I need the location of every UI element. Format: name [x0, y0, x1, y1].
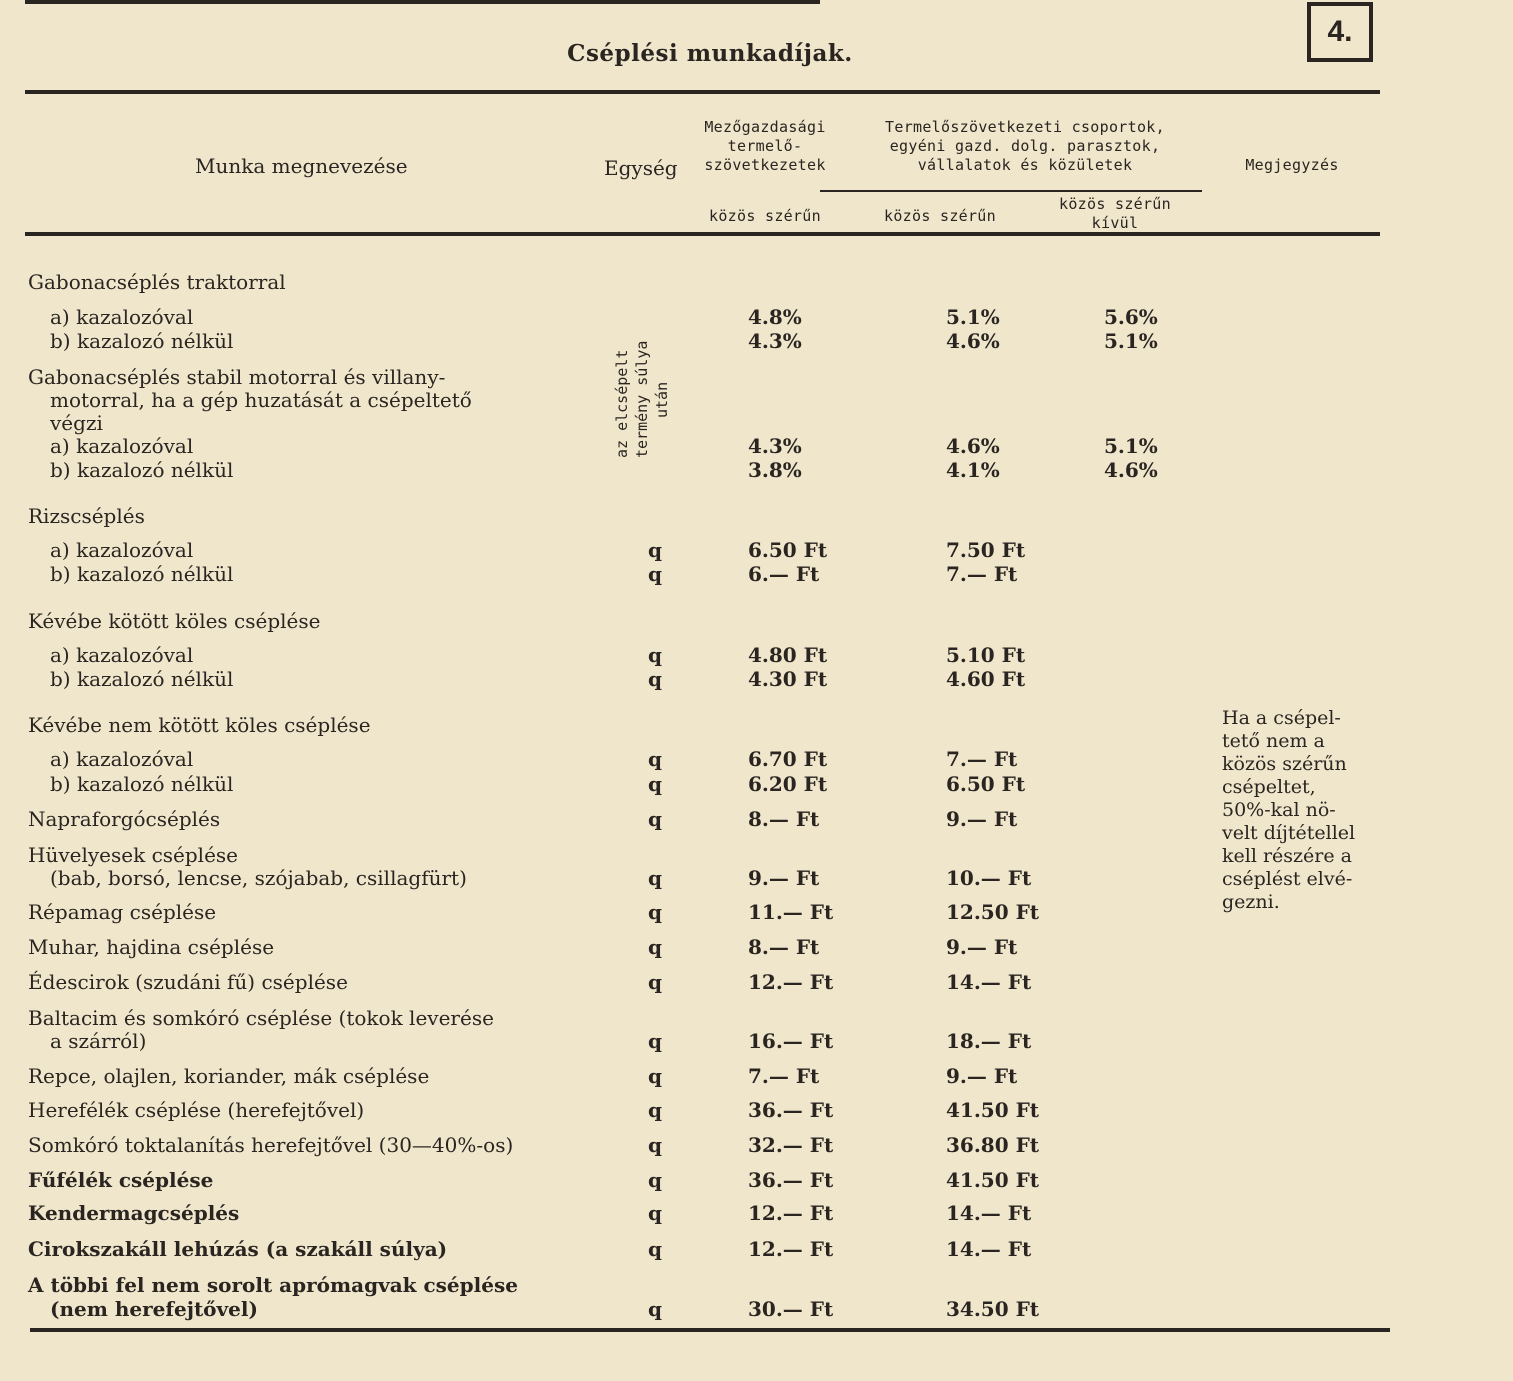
col-note-header: Megjegyzés [1245, 156, 1339, 174]
row-label: a szárról) [50, 1029, 147, 1053]
row-value-c1: 32.— Ft [748, 1133, 834, 1157]
table-row [0, 609, 1513, 633]
row-label: Répamag cséplése [28, 900, 217, 924]
row-unit: q [648, 1098, 662, 1122]
row-value-c2: 41.50 Ft [946, 1168, 1040, 1192]
row-label: b) kazalozó nélkül [50, 562, 234, 586]
row-value-c2: 18.— Ft [946, 1029, 1032, 1053]
row-label: Cirokszakáll lehúzás (a szakáll súlya) [28, 1237, 448, 1261]
table-row [0, 411, 1513, 435]
table-row [0, 970, 1513, 994]
row-unit: q [648, 1064, 662, 1088]
row-unit: q [648, 772, 662, 796]
row-value-c2: 6.50 Ft [946, 772, 1026, 796]
row-value-c1: 6.20 Ft [748, 772, 828, 796]
row-label: (bab, borsó, lencse, szójabab, csillagfürt) [50, 866, 467, 890]
row-value-c2: 10.— Ft [946, 866, 1032, 890]
row-unit: q [648, 1237, 662, 1261]
top-rule [25, 0, 820, 4]
row-unit: q [648, 1168, 662, 1192]
row-value-c1: 36.— Ft [748, 1168, 834, 1192]
row-value-c1: 4.3% [748, 329, 802, 353]
row-value-c2: 5.1% [946, 305, 1000, 329]
table-row [0, 1006, 1513, 1030]
row-label: a) kazalozóval [50, 643, 194, 667]
table-row [0, 1237, 1513, 1261]
row-value-c2: 7.50 Ft [946, 538, 1026, 562]
table-row [0, 538, 1513, 562]
row-value-c1: 12.— Ft [748, 1237, 834, 1261]
row-unit: q [648, 562, 662, 586]
note-text: Ha a csépel- tető nem a közös szérűn csépeltet, 50%-kal nö- velt díjtétellel kell részére a cséplést elvé- gezni. [1222, 707, 1356, 913]
row-value-c1: 6.70 Ft [748, 747, 828, 771]
table-row [0, 388, 1513, 412]
row-label: Repce, olajlen, koriander, mák cséplése [28, 1064, 430, 1088]
row-label: Kendermagcséplés [28, 1201, 240, 1225]
table-row [0, 935, 1513, 959]
row-label: Fűfélék cséplése [28, 1168, 214, 1192]
row-label: motorral, ha a gép huzatását a csépeltető [50, 388, 472, 412]
sub2-header: közös szérűn [884, 207, 996, 225]
table-bottom-rule [30, 1328, 1390, 1332]
row-label: Rizscséplés [28, 504, 145, 528]
table-row [0, 434, 1513, 458]
row-unit: q [648, 747, 662, 771]
col-name-header: Munka megnevezése [195, 154, 408, 178]
sub1-header: közös szérűn [709, 207, 821, 225]
row-value-c1: 4.30 Ft [748, 667, 828, 691]
row-value-c2: 4.60 Ft [946, 667, 1026, 691]
row-value-c1: 4.3% [748, 434, 802, 458]
header-top-rule [25, 90, 1380, 94]
row-value-c2: 4.6% [946, 329, 1000, 353]
row-value-c2: 9.— Ft [946, 935, 1018, 959]
col-group2-header: Termelőszövetkezeti csoportok, egyéni gazd. dolg. parasztok, vállalatok és közületek [885, 118, 1165, 174]
table-row [0, 1064, 1513, 1088]
row-value-c1: 9.— Ft [748, 866, 820, 890]
row-label: Hüvelyesek cséplése [28, 843, 238, 867]
table-row [0, 1098, 1513, 1122]
page-number: 4. [1307, 2, 1373, 62]
row-value-c2: 36.80 Ft [946, 1133, 1040, 1157]
table-row [0, 1273, 1513, 1297]
row-value-c2: 34.50 Ft [946, 1297, 1040, 1321]
row-value-c1: 11.— Ft [748, 900, 834, 924]
table-row [0, 365, 1513, 389]
row-label: a) kazalozóval [50, 434, 194, 458]
row-label: Gabonacséplés stabil motorral és villany- [28, 365, 446, 389]
row-value-c2: 4.6% [946, 434, 1000, 458]
row-value-c1: 8.— Ft [748, 935, 820, 959]
row-value-c1: 8.— Ft [748, 807, 820, 831]
unit-vertical-label: az elcsépelt termény súlya után [613, 340, 671, 458]
page-title: Cséplési munkadíjak. [567, 40, 853, 67]
table-row [0, 305, 1513, 329]
row-value-c2: 14.— Ft [946, 970, 1032, 994]
row-value-c1: 4.8% [748, 305, 802, 329]
table-row [0, 667, 1513, 691]
row-value-c3: 5.6% [1104, 305, 1158, 329]
row-value-c1: 16.— Ft [748, 1029, 834, 1053]
row-label: Kévébe nem kötött köles cséplése [28, 713, 371, 737]
row-label: b) kazalozó nélkül [50, 667, 234, 691]
header-bottom-rule [25, 232, 1380, 236]
row-label: Kévébe kötött köles cséplése [28, 609, 321, 633]
table-row [0, 1029, 1513, 1053]
row-value-c3: 4.6% [1104, 458, 1158, 482]
table-row [0, 329, 1513, 353]
row-unit: q [648, 1201, 662, 1225]
row-value-c2: 4.1% [946, 458, 1000, 482]
row-unit: q [648, 667, 662, 691]
row-value-c2: 9.— Ft [946, 807, 1018, 831]
row-label: végzi [50, 411, 103, 435]
row-value-c2: 14.— Ft [946, 1201, 1032, 1225]
row-unit: q [648, 1297, 662, 1321]
row-unit: q [648, 538, 662, 562]
row-label: Somkóró toktalanítás herefejtővel (30—40%-os) [28, 1133, 514, 1157]
row-unit: q [648, 866, 662, 890]
row-label: a) kazalozóval [50, 747, 194, 771]
row-unit: q [648, 1133, 662, 1157]
row-label: Muhar, hajdina cséplése [28, 935, 275, 959]
row-value-c1: 12.— Ft [748, 1201, 834, 1225]
row-value-c3: 5.1% [1104, 329, 1158, 353]
row-value-c1: 36.— Ft [748, 1098, 834, 1122]
row-label: b) kazalozó nélkül [50, 458, 234, 482]
table-row [0, 504, 1513, 528]
row-value-c1: 7.— Ft [748, 1064, 820, 1088]
table-row [0, 1168, 1513, 1192]
row-label: Gabonacséplés traktorral [28, 270, 286, 294]
row-value-c1: 30.— Ft [748, 1297, 834, 1321]
row-unit: q [648, 1029, 662, 1053]
sub3-header: közös szérűn kívül [1059, 195, 1171, 232]
table-row [0, 458, 1513, 482]
row-label: b) kazalozó nélkül [50, 772, 234, 796]
row-value-c2: 41.50 Ft [946, 1098, 1040, 1122]
row-value-c1: 3.8% [748, 458, 802, 482]
row-label: a) kazalozóval [50, 538, 194, 562]
row-label: Herefélék cséplése (herefejtővel) [28, 1098, 365, 1122]
row-value-c2: 5.10 Ft [946, 643, 1026, 667]
table-row [0, 270, 1513, 294]
row-unit: q [648, 935, 662, 959]
table-row [0, 1201, 1513, 1225]
row-label: (nem herefejtővel) [50, 1297, 258, 1321]
row-unit: q [648, 970, 662, 994]
col-group1-header: Mezőgazdasági termelő- szövetkezetek [704, 118, 826, 174]
row-value-c2: 7.— Ft [946, 562, 1018, 586]
row-value-c1: 4.80 Ft [748, 643, 828, 667]
row-value-c3: 5.1% [1104, 434, 1158, 458]
subheader-rule [820, 190, 1202, 192]
row-value-c2: 7.— Ft [946, 747, 1018, 771]
table-row [0, 562, 1513, 586]
row-unit: q [648, 643, 662, 667]
row-label: Napraforgócséplés [28, 807, 221, 831]
row-value-c1: 12.— Ft [748, 970, 834, 994]
table-row [0, 1297, 1513, 1321]
row-label: a) kazalozóval [50, 305, 194, 329]
row-unit: q [648, 900, 662, 924]
row-label: A többi fel nem sorolt aprómagvak cséplése [28, 1273, 518, 1297]
table-row [0, 1133, 1513, 1157]
row-value-c1: 6.50 Ft [748, 538, 828, 562]
row-unit: q [648, 807, 662, 831]
col-unit-header: Egység [604, 156, 678, 180]
row-value-c2: 14.— Ft [946, 1237, 1032, 1261]
row-value-c1: 6.— Ft [748, 562, 820, 586]
row-label: b) kazalozó nélkül [50, 329, 234, 353]
table-row [0, 643, 1513, 667]
row-value-c2: 9.— Ft [946, 1064, 1018, 1088]
row-label: Édescirok (szudáni fű) cséplése [28, 970, 348, 994]
row-value-c2: 12.50 Ft [946, 900, 1040, 924]
row-label: Baltacim és somkóró cséplése (tokok leverése [28, 1006, 494, 1030]
